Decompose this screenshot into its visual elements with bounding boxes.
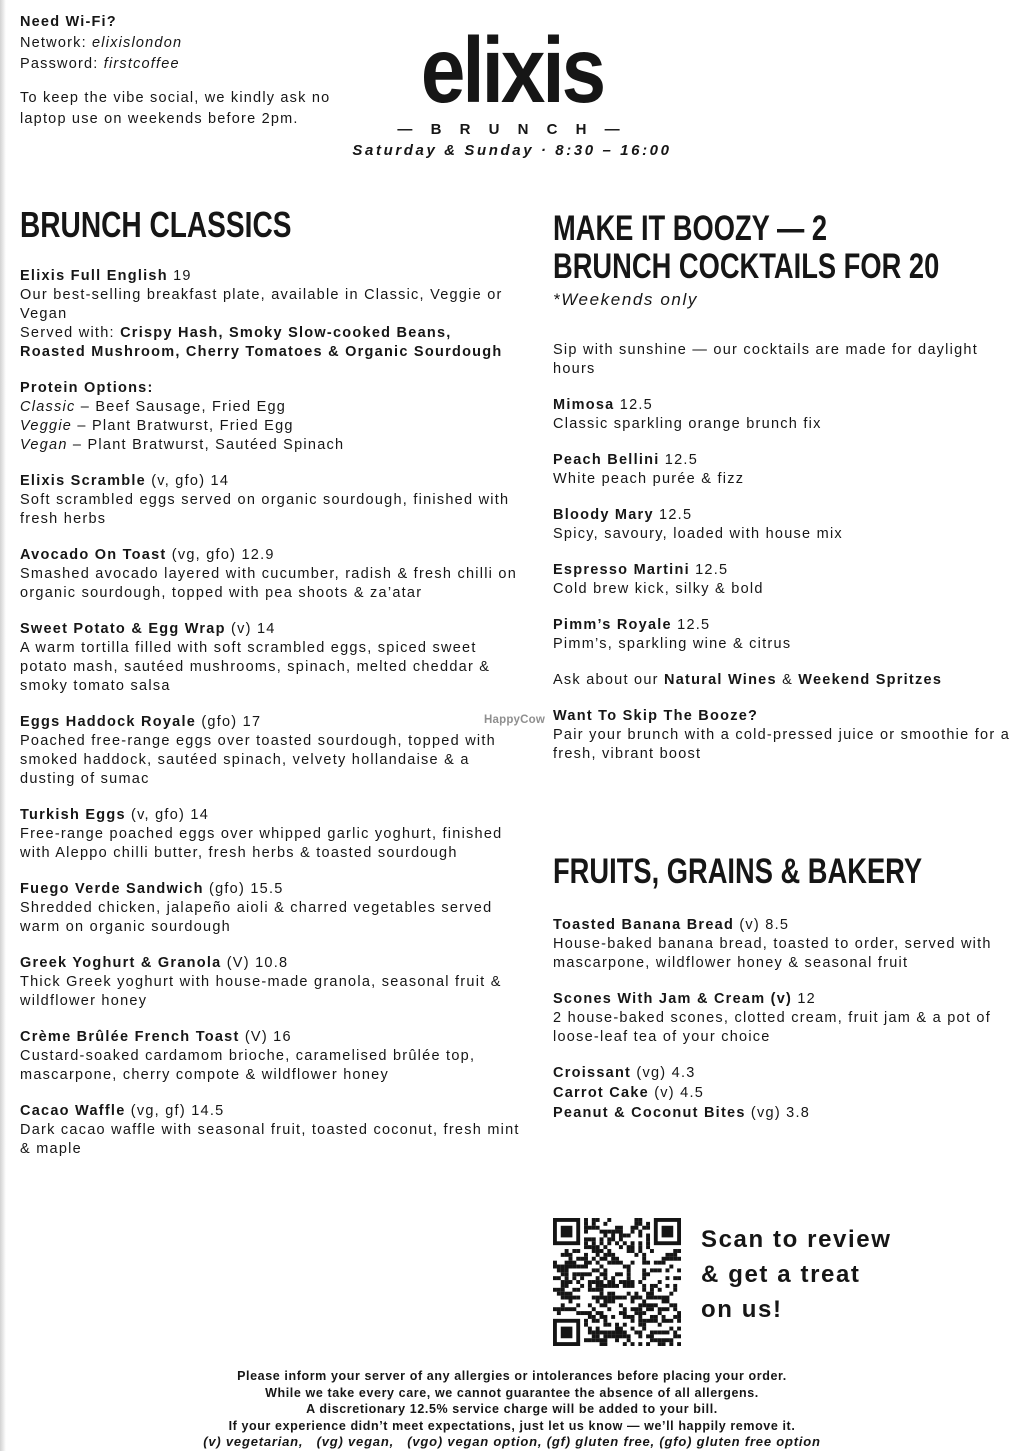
item-diet-tags: (v) (734, 917, 760, 933)
text-segment: Ask about our (553, 672, 664, 688)
item-description (553, 415, 1021, 434)
wifi-heading: Need Wi-Fi? (20, 14, 117, 30)
menu-item (553, 1104, 1021, 1123)
menu-header (0, 14, 1024, 159)
item-name: Elixis Scramble (20, 473, 146, 489)
item-price: 16 (267, 1029, 292, 1045)
item-name: Eggs Haddock Royale (20, 714, 197, 730)
item-price: 4.5 (674, 1085, 705, 1101)
item-name-price (553, 1104, 1021, 1123)
bakery-items (553, 916, 1021, 1123)
item-name: Sweet Potato & Egg Wrap (20, 621, 226, 637)
item-name-price (553, 1064, 1021, 1083)
item-name: Carrot Cake (553, 1085, 649, 1101)
item-description (553, 580, 1021, 599)
item-name-price (20, 954, 520, 973)
item-diet-tags: (vg, gfo) (166, 547, 237, 563)
service-charge-note: A discretionary 12.5% service charge will be added to your bill. (306, 1402, 718, 1416)
review-qr-block (553, 1218, 1023, 1358)
menu-item (553, 990, 1021, 1047)
qr-code (553, 1218, 681, 1346)
right-column (553, 210, 1021, 1124)
text-segment: Dark cacao waffle with seasonal fruit, toasted coconut, fresh mint & maple (20, 1122, 520, 1157)
item-name: Cacao Waffle (20, 1103, 126, 1119)
item-name-price (20, 806, 520, 825)
item-description (553, 525, 1021, 544)
allergy-note: Please inform your server of any allergies or intolerances before placing your order. (237, 1369, 787, 1383)
item-description (553, 635, 1021, 654)
menu-item (553, 451, 1021, 489)
item-name: Bloody Mary (553, 507, 654, 523)
text-segment: Our best-selling breakfast plate, available in Classic, Veggie or Vegan (20, 287, 503, 322)
item-name: Mimosa (553, 397, 615, 413)
item-description (20, 324, 520, 362)
text-segment: Thick Greek yoghurt with house-made granola, seasonal fruit & wildflower honey (20, 974, 502, 1009)
item-name: Pimm’s Royale (553, 617, 672, 633)
menu-item (553, 1084, 1021, 1103)
item-price: 10.8 (249, 955, 289, 971)
brunch-classics-section (20, 205, 520, 1176)
text-segment: Classic sparkling orange brunch fix (553, 416, 822, 432)
qr-caption-line-3: on us! (701, 1296, 783, 1323)
item-description (20, 398, 520, 417)
menu-item (20, 880, 520, 937)
menu-item (20, 806, 520, 863)
item-diet-tags: (v, gfo) (145, 473, 206, 489)
item-name-price (20, 1102, 520, 1121)
dietary-legend: (v) vegetarian, (vg) vegan, (vgo) vegan option, (gf) gluten free, (gfo) gluten free option (203, 1434, 821, 1449)
item-price: 12.5 (689, 562, 729, 578)
item-price: 15.5 (245, 881, 284, 897)
item-name-price (553, 506, 1021, 525)
item-description (20, 973, 520, 1011)
menu-item (553, 671, 1021, 690)
text-segment: Classic (20, 399, 76, 415)
item-name-price (20, 620, 520, 639)
qr-caption-line-1: Scan to review (701, 1226, 892, 1253)
item-name: Avocado On Toast (20, 547, 167, 563)
wifi-network-value: elixislondon (92, 35, 183, 51)
text-segment: Cold brew kick, silky & bold (553, 581, 764, 597)
item-diet-tags: (vg) (631, 1065, 667, 1081)
item-price: 3.8 (780, 1105, 811, 1121)
item-price: 12 (792, 991, 817, 1007)
item-name-price (20, 880, 520, 899)
item-name-price (553, 616, 1021, 635)
item-description (20, 899, 520, 937)
menu-item (20, 620, 520, 696)
menu-item (553, 616, 1021, 654)
item-diet-tags: (v, gfo) (125, 807, 186, 823)
menu-item (553, 396, 1021, 434)
text-segment: Natural Wines (664, 672, 777, 688)
item-description (20, 491, 520, 529)
footer-notes (0, 1368, 1024, 1451)
item-diet-tags: (gfo) (203, 881, 246, 897)
brunch-classics-items (20, 267, 520, 1159)
text-segment: & (776, 672, 799, 688)
item-name-price (20, 267, 520, 286)
item-description (20, 417, 520, 436)
section-title-fruits-grains-bakery: FRUITS, GRAINS & BAKERY (553, 852, 923, 891)
item-description (553, 671, 1021, 690)
item-name-price (553, 451, 1021, 470)
item-name-price (20, 379, 520, 398)
wifi-password-label: Password: (20, 56, 99, 72)
item-name-price (553, 916, 1021, 935)
item-price: 12.9 (236, 547, 275, 563)
menu-item (553, 707, 1021, 764)
item-description (553, 935, 1021, 973)
text-segment: Custard-soaked cardamom brioche, caramelised brûlée top, mascarpone, cherry compote & wildflower honey (20, 1048, 476, 1083)
text-segment: Pimm’s, sparkling wine & citrus (553, 636, 792, 652)
wifi-network-label: Network: (20, 35, 87, 51)
item-description (20, 286, 520, 324)
item-price: 14.5 (185, 1103, 225, 1119)
menu-item (20, 546, 520, 603)
bakery-section (553, 852, 1021, 1123)
item-description (20, 639, 520, 696)
item-name-price (553, 707, 1021, 726)
boozy-title-line-1: MAKE IT BOOZY — 2 (553, 209, 828, 248)
text-segment: A warm tortilla filled with soft scrambled eggs, spiced sweet potato mash, sautéed mushrooms, spinach, melted cheddar & smoky tomato salsa (20, 640, 491, 694)
item-name-price (20, 546, 520, 565)
text-segment: Poached free-range eggs over toasted sourdough, topped with smoked haddock, sautéed spinach, velvety hollandaise & a dusting of sumac (20, 733, 496, 787)
boozy-section (553, 210, 1021, 764)
item-name-price (20, 472, 520, 491)
text-segment: Served with: (20, 325, 121, 341)
text-segment: Veggie (20, 418, 73, 434)
text-segment: Shredded chicken, jalapeño aioli & charred vegetables served warm on organic sourdough (20, 900, 493, 935)
item-price: 14 (251, 621, 276, 637)
item-name-price (553, 1084, 1021, 1103)
item-description (553, 1009, 1021, 1047)
item-price: 12.5 (671, 617, 711, 633)
text-segment: Sip with sunshine — our cocktails are made for daylight hours (553, 342, 978, 377)
item-name: Want To Skip The Booze? (553, 708, 759, 724)
laptop-policy-note: To keep the vibe social, we kindly ask no laptop use on weekends before 2pm. (20, 90, 331, 127)
item-name-price (553, 990, 1021, 1009)
menu-item (20, 713, 520, 789)
menu-item (553, 1064, 1021, 1083)
item-name-price (553, 561, 1021, 580)
item-description (20, 565, 520, 603)
text-segment: – Plant Bratwurst, Fried Egg (72, 418, 294, 434)
item-name-price (553, 396, 1021, 415)
item-description (20, 825, 520, 863)
menu-item (20, 954, 520, 1011)
menu-item (553, 916, 1021, 973)
item-diet-tags: (gfo) (196, 714, 238, 730)
text-segment: Smashed avocado layered with cucumber, radish & fresh chilli on organic sourdough, topped with pea shoots & za’atar (20, 566, 518, 601)
item-name: Scones With Jam & Cream (v) (553, 991, 793, 1007)
item-description (20, 1047, 520, 1085)
text-segment: Pair your brunch with a cold-pressed juice or smoothie for a fresh, vibrant boost (553, 727, 1011, 762)
item-name: Greek Yoghurt & Granola (20, 955, 222, 971)
elixis-logo: elixis (420, 18, 604, 122)
item-name: Peanut & Coconut Bites (553, 1105, 746, 1121)
item-description (20, 732, 520, 789)
text-segment: 2 house-baked scones, clotted cream, fruit jam & a pot of loose-leaf tea of your choice (553, 1010, 991, 1045)
text-segment: Free-range poached eggs over whipped garlic yoghurt, finished with Aleppo chilli butter, fresh herbs & toasted sourdough (20, 826, 503, 861)
item-price: 8.5 (760, 917, 790, 933)
boozy-title-line-2: BRUNCH COCKTAILS FOR 20 (553, 247, 940, 286)
text-segment: Weekend Spritzes (798, 672, 943, 688)
remove-charge-note: If your experience didn’t meet expectations, just let us know — we’ll happily remove it. (228, 1418, 796, 1433)
scan-edge-shading (0, 0, 6, 1451)
menu-item (20, 1028, 520, 1085)
item-price: 12.5 (614, 397, 653, 413)
text-segment: – Beef Sausage, Fried Egg (75, 399, 287, 415)
menu-item (553, 506, 1021, 544)
item-diet-tags: (V) (221, 955, 250, 971)
item-name: Toasted Banana Bread (553, 917, 735, 933)
menu-item (553, 341, 1021, 379)
text-segment: – Plant Bratwurst, Sautéed Spinach (67, 437, 345, 453)
item-price: 19 (167, 268, 192, 284)
item-name: Espresso Martini (553, 562, 690, 578)
item-diet-tags: (v) (225, 621, 252, 637)
qr-caption (701, 1222, 891, 1327)
section-title-brunch-classics: BRUNCH CLASSICS (20, 204, 292, 245)
menu-item (20, 472, 520, 529)
item-name: Turkish Eggs (20, 807, 126, 823)
text-segment: Soft scrambled eggs served on organic sourdough, finished with fresh herbs (20, 492, 510, 527)
item-price: 14 (185, 807, 210, 823)
item-price: 12.5 (653, 507, 693, 523)
text-segment: House-baked banana bread, toasted to order, served with mascarpone, wildflower honey & seasonal fruit (553, 936, 992, 971)
item-name-price (20, 713, 520, 732)
wifi-password-value: firstcoffee (103, 56, 180, 72)
item-price: 17 (237, 714, 262, 730)
menu-item (553, 561, 1021, 599)
menu-item (20, 1102, 520, 1159)
item-name: Croissant (553, 1065, 632, 1081)
item-description (553, 470, 1021, 489)
item-description (20, 1121, 520, 1159)
item-price: 4.3 (666, 1065, 696, 1081)
text-segment: White peach purée & fizz (553, 471, 745, 487)
item-price: 14 (205, 473, 230, 489)
item-diet-tags: (vg) (745, 1105, 781, 1121)
boozy-subtitle: *Weekends only (553, 290, 698, 309)
item-name: Elixis Full English (20, 268, 168, 284)
boozy-items (553, 341, 1021, 764)
item-price: 12.5 (659, 452, 699, 468)
opening-hours: Saturday & Sunday · 8:30 – 16:00 (352, 142, 672, 159)
item-name: Peach Bellini (553, 452, 660, 468)
text-segment: Crispy Hash, Smoky Slow-cooked Beans, Roasted Mushroom, Cherry Tomatoes & Organic Sourdough (20, 325, 503, 360)
item-diet-tags: (V) (239, 1029, 268, 1045)
item-name: Fuego Verde Sandwich (20, 881, 204, 897)
item-description (553, 726, 1021, 764)
item-description (553, 341, 1021, 379)
allergen-note: While we take every care, we cannot guarantee the absence of all allergens. (265, 1385, 759, 1400)
menu-type-label: — B R U N C H — (397, 121, 627, 138)
item-diet-tags: (vg, gf) (125, 1103, 186, 1119)
item-diet-tags: (v) (648, 1085, 675, 1101)
menu-item (20, 267, 520, 362)
menu-item (20, 379, 520, 455)
section-title-make-it-boozy (553, 209, 940, 286)
item-name-price (20, 1028, 520, 1047)
happycow-watermark: HappyCow (484, 714, 546, 726)
item-description (20, 436, 520, 455)
text-segment: Spicy, savoury, loaded with house mix (553, 526, 843, 542)
text-segment: Vegan (20, 437, 68, 453)
qr-caption-line-2: & get a treat (701, 1261, 861, 1288)
item-name: Protein Options: (20, 380, 154, 396)
item-name: Crème Brûlée French Toast (20, 1029, 240, 1045)
